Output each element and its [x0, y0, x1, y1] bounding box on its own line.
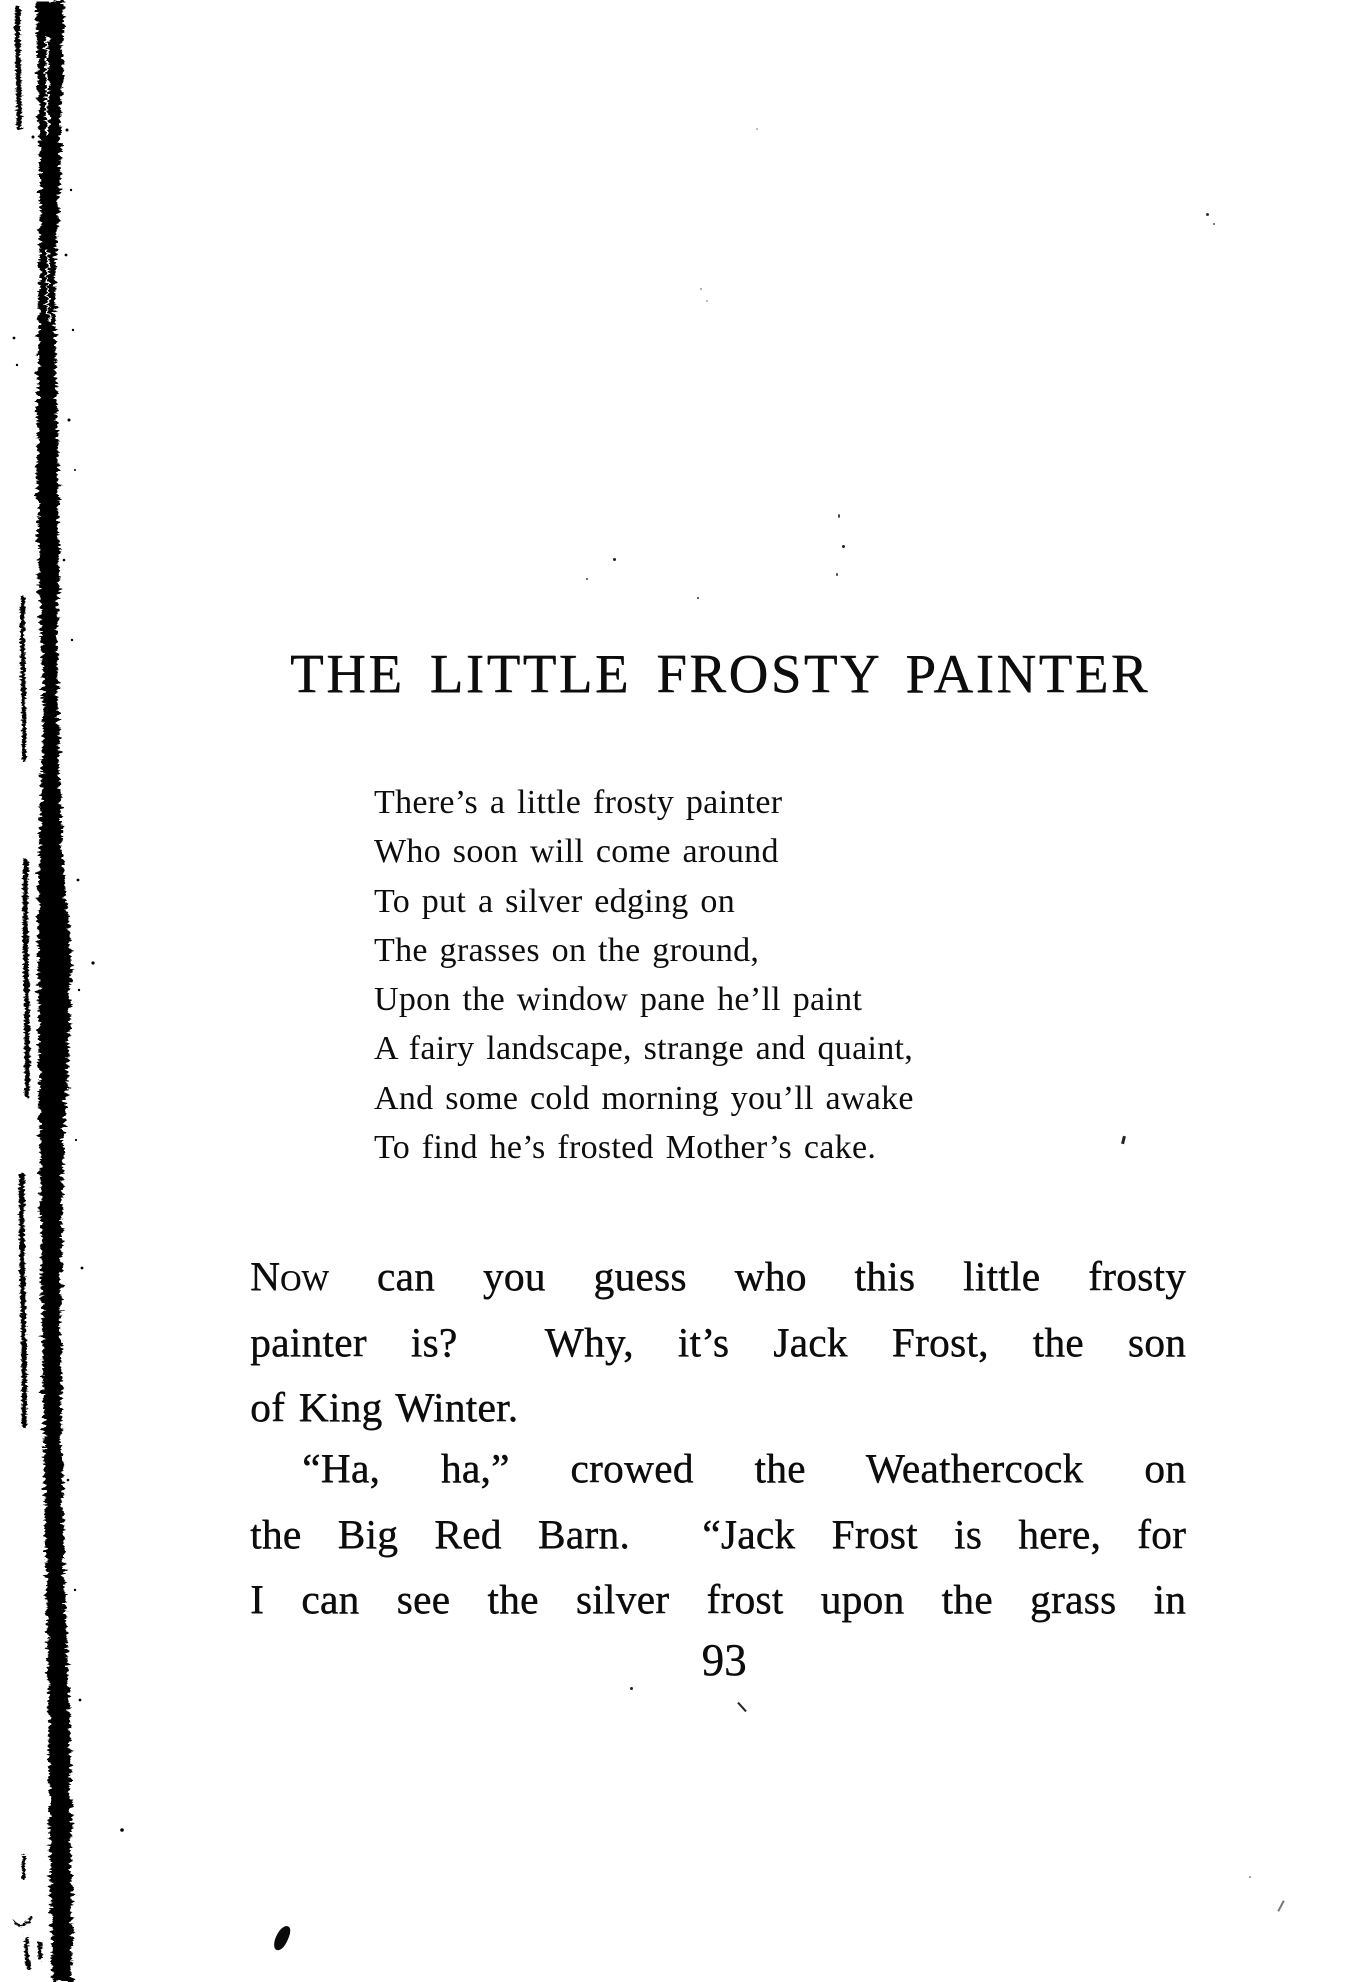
ink-speck: [700, 288, 702, 290]
poem-line: To put a silver edging on: [374, 882, 736, 920]
ink-speck: [706, 300, 708, 302]
prose-line: I can see the silver frost upon the grass in: [250, 1576, 1186, 1623]
page-number: 93: [701, 1635, 747, 1685]
binding-band: [36, 0, 72, 1982]
ink-speck: [737, 1702, 747, 1712]
ink-speck: [630, 1687, 633, 1690]
ink-speck: [842, 545, 845, 548]
ink-speck: [1249, 1876, 1251, 1878]
poem-line: The grasses on the ground,: [374, 931, 760, 969]
ink-speck: [838, 514, 840, 518]
prose-paragraph-ha-ha: [250, 1436, 1186, 1633]
ink-speck: [1277, 1900, 1284, 1912]
prose-line: [250, 1244, 1186, 1310]
ink-blob: [272, 1924, 293, 1953]
binding-gutter-shadow: [0, 0, 160, 1982]
ink-speck: [1121, 1136, 1126, 1144]
ink-speck: [1213, 223, 1215, 225]
prose-line: “Ha, ha,” crowed the Weathercock on: [302, 1445, 1186, 1491]
ink-speck: [1206, 213, 1209, 216]
ink-speck: [613, 558, 616, 561]
poem-line: To find he’s frosted Mother’s cake.: [374, 1129, 877, 1167]
binding-streaks: [14, 8, 40, 1968]
poem-line: And some cold morning you’ll awake: [374, 1079, 914, 1117]
poem-line: Who soon will come around: [374, 833, 779, 871]
prose-paragraph-now: [250, 1244, 1186, 1441]
ink-speck: [836, 573, 838, 576]
prose-line: of King Winter.: [250, 1384, 519, 1431]
chapter-title: THE LITTLE FROSTY PAINTER: [290, 643, 1150, 704]
poem: [374, 778, 914, 1172]
ink-speck: [586, 578, 588, 580]
prose-line: the Big Red Barn. “Jack Frost is here, for: [250, 1510, 1186, 1557]
poem-line: There’s a little frosty painter: [374, 784, 783, 821]
lead-word-smallcaps: Now: [250, 1253, 329, 1299]
poem-line: Upon the window pane he’ll paint: [374, 981, 863, 1019]
poem-line: A fairy landscape, strange and quaint,: [374, 1030, 914, 1068]
prose-line: painter is? Why, it’s Jack Frost, the son: [250, 1318, 1186, 1365]
ink-speck: [697, 597, 699, 599]
ink-speck: [756, 128, 758, 130]
prose-line-text: can you guess who this little frosty: [328, 1253, 1186, 1299]
